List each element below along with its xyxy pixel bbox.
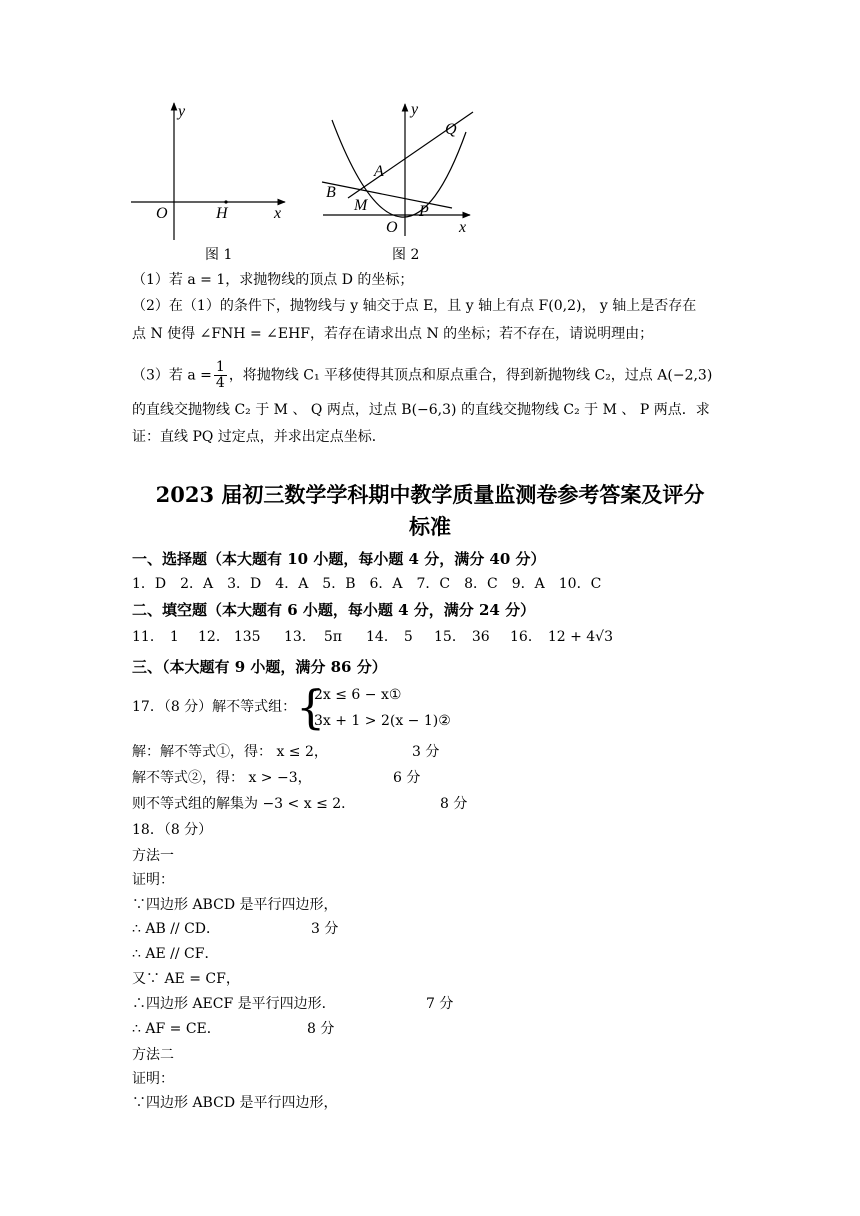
- q17-step-2: 解不等式②，得： x > −3，: [132, 770, 312, 786]
- q18-proof-1: 证明：: [132, 872, 174, 888]
- system-brace: {: [296, 680, 326, 734]
- line-bp: [322, 182, 452, 208]
- fraction-denominator: 4: [215, 375, 225, 391]
- figure-2: [318, 98, 478, 240]
- question-part-3b: 的直线交抛物线 C₂ 于 M 、 Q 两点，过点 B(−6,3) 的直线交抛物线 C₂ 于 M 、 P 两点．求: [132, 402, 710, 418]
- q18-label: 18．（8 分）: [132, 822, 213, 838]
- fill-answer-11: [132, 628, 179, 646]
- fill-answer-number: 11．: [132, 629, 164, 645]
- fill-answer-16: [510, 628, 613, 646]
- section-2-heading: 二、填空题（本大题有 6 小题，每小题 4 分，满分 24 分）: [132, 601, 536, 619]
- q-label: Q: [445, 121, 457, 138]
- fill-answer-12: [198, 628, 261, 646]
- fill-answer-15: [434, 628, 490, 646]
- question-part-3a-prefix: （3）若 a =: [132, 367, 212, 384]
- fill-answer-13: [284, 628, 342, 646]
- point-h: [224, 200, 227, 203]
- q18-last-line: ∵四边形 ABCD 是平行四边形，: [132, 1095, 338, 1111]
- q18-line-4: 又∵ AE = CF，: [132, 971, 240, 987]
- q17-step-1: 解：解不等式①，得： x ≤ 2，: [132, 744, 328, 760]
- answer-title-line-2: 标准: [409, 514, 451, 539]
- section-1-answers: 1．D 2．A 3．D 4．A 5．B 6．A 7．C 8．C 9．A 10．C: [132, 576, 602, 592]
- fill-answer-value: 36: [471, 629, 490, 645]
- q17-step-3: 则不等式组的解集为 −3 < x ≤ 2．: [132, 796, 356, 812]
- figure-2-caption: 图 2: [392, 247, 420, 263]
- fill-answer-value: 12 + 4√3: [547, 629, 614, 645]
- fill-answer-14: [366, 628, 413, 646]
- q18-line-6: ∴ AF = CE．: [132, 1021, 221, 1037]
- fill-answer-value: 5π: [323, 629, 342, 645]
- origin-label: O: [386, 219, 398, 236]
- fill-answer-number: 12．: [198, 629, 230, 645]
- a-label: A: [374, 163, 384, 180]
- q17-label: 17．（8 分）解不等式组：: [132, 699, 297, 715]
- fill-answer-number: 15．: [434, 629, 466, 645]
- y-label: y: [411, 101, 419, 118]
- q17-step-1-score: 3 分: [412, 744, 440, 760]
- fraction-numerator: 1: [215, 359, 225, 375]
- fill-answer-number: 16．: [510, 629, 542, 645]
- q18-line-2-score: 3 分: [311, 921, 339, 937]
- q17-step-3-score: 8 分: [440, 796, 468, 812]
- q18-method-2: 方法二: [132, 1047, 174, 1063]
- p-label: P: [419, 203, 429, 220]
- q18-line-2: ∴ AB // CD．: [132, 921, 221, 937]
- question-part-3a: [132, 360, 712, 391]
- q18-line-1: ∵四边形 ABCD 是平行四边形，: [132, 897, 338, 913]
- section-1-heading: 一、选择题（本大题有 10 小题，每小题 4 分，满分 40 分）: [132, 550, 546, 568]
- fill-answer-value: 5: [403, 629, 413, 645]
- question-part-3c: 证：直线 PQ 过定点，并求出定点坐标．: [132, 429, 386, 445]
- answer-title-line-1: 2023 届初三数学学科期中教学质量监测卷参考答案及评分: [155, 482, 705, 507]
- h-label: H: [216, 205, 228, 222]
- q17-inequality-2: 3x + 1 > 2(x − 1)②: [314, 713, 451, 729]
- q17-inequality-1: 2x ≤ 6 − x①: [314, 687, 402, 703]
- fill-answer-number: 14．: [366, 629, 398, 645]
- q18-proof-2: 证明：: [132, 1071, 174, 1087]
- q18-line-5: ∴四边形 AECF 是平行四边形．: [132, 996, 336, 1012]
- q18-line-6-score: 8 分: [307, 1021, 335, 1037]
- x-label: x: [459, 219, 467, 236]
- question-part-1: （1）若 a = 1，求抛物线的顶点 D 的坐标；: [132, 272, 414, 288]
- q18-line-5-score: 7 分: [426, 996, 454, 1012]
- q18-method-1: 方法一: [132, 848, 174, 864]
- m-label: M: [354, 197, 368, 214]
- figure-1: [128, 100, 298, 245]
- fraction-one-quarter: [214, 360, 227, 391]
- y-label: y: [178, 103, 186, 120]
- fill-answer-value: 135: [233, 629, 261, 645]
- q18-line-3: ∴ AE // CF．: [132, 946, 219, 962]
- b-label: B: [326, 184, 336, 201]
- fill-answer-number: 13．: [284, 629, 316, 645]
- question-part-2b: 点 N 使得 ∠FNH = ∠EHF，若存在请求出点 N 的坐标；若不存在，请说明理由；: [132, 326, 654, 342]
- origin-label: O: [156, 205, 168, 222]
- fill-answer-value: 1: [169, 629, 179, 645]
- figure-1-caption: 图 1: [205, 247, 233, 263]
- question-part-2a: （2）在（1）的条件下，抛物线与 y 轴交于点 E，且 y 轴上有点 F(0,2)， y 轴上是否存在: [132, 298, 697, 314]
- x-label: x: [274, 205, 282, 222]
- q17-step-2-score: 6 分: [393, 770, 421, 786]
- section-3-heading: 三、（本大题有 9 小题，满分 86 分）: [132, 658, 387, 676]
- question-part-3a-suffix: ，将抛物线 C₁ 平移使得其顶点和原点重合，得到新抛物线 C₂，过点 A(−2,3): [228, 367, 713, 384]
